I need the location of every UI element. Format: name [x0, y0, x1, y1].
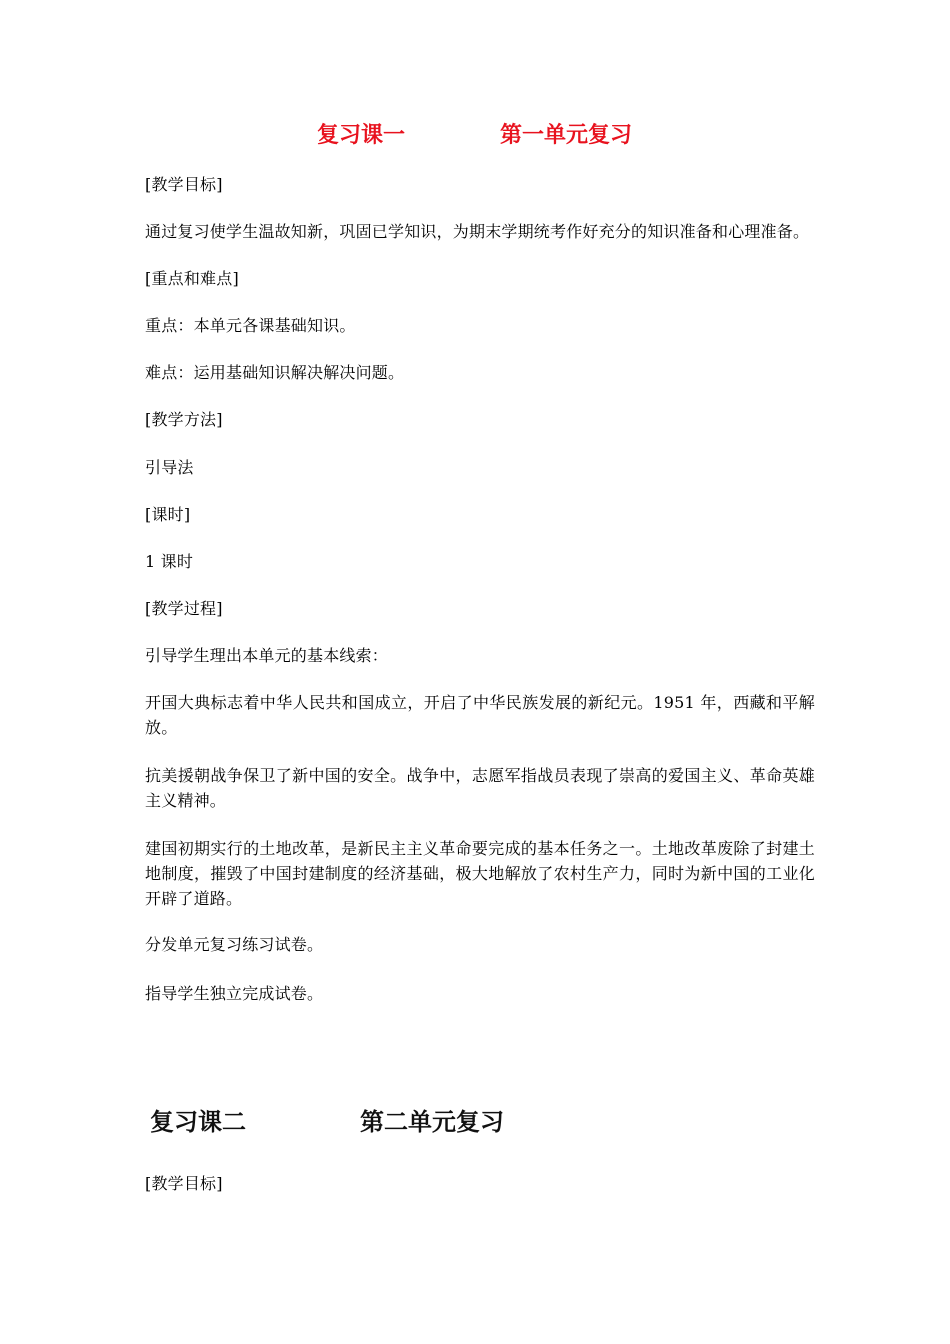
lesson1-keypoint-text: 重点：本单元各课基础知识。	[145, 316, 356, 335]
lesson1-keypoints-heading: [重点和难点]	[145, 269, 239, 288]
lesson1-hours-text: 1 课时	[145, 552, 194, 571]
lesson1-process-heading: [教学过程]	[145, 599, 223, 618]
lesson1-process-paragraph-1: 开国大典标志着中华人民共和国成立，开启了中华民族发展的新纪元。1951 年，西藏和平解放。	[145, 693, 815, 737]
lesson1-method-text: 引导法	[145, 458, 194, 477]
lesson1-title-part1: 复习课一	[317, 123, 406, 148]
lesson1-title-part2: 第一单元复习	[500, 123, 633, 148]
lesson1-method-heading: [教学方法]	[145, 410, 223, 429]
lesson1-objective-text: 通过复习使学生温故知新，巩固已学知识，为期末学期统考作好充分的知识准备和心理准备。	[145, 222, 810, 241]
lesson1-hours-heading: [课时]	[145, 505, 191, 524]
lesson2-title-part1: 复习课二	[150, 1108, 246, 1136]
lesson2-title-part2: 第二单元复习	[360, 1108, 504, 1136]
lesson1-process-paragraph-5: 指导学生独立完成试卷。	[145, 984, 324, 1003]
lesson1-process-paragraph-3: 建国初期实行的土地改革，是新民主主义革命要完成的基本任务之一。土地改革废除了封建土地制度，摧毁了中国封建制度的经济基础，极大地解放了农村生产力，同时为新中国的工业化开辟了道路。	[145, 839, 815, 908]
lesson1-process-paragraph-4: 分发单元复习练习试卷。	[145, 935, 324, 954]
lesson1-process-intro: 引导学生理出本单元的基本线索：	[145, 646, 389, 665]
lesson1-process-paragraph-2: 抗美援朝战争保卫了新中国的安全。战争中，志愿军指战员表现了崇高的爱国主义、革命英雄主义精神。	[145, 766, 815, 810]
lesson2-objective-heading: [教学目标]	[145, 1174, 223, 1193]
lesson1-difficulty-text: 难点：运用基础知识解决解决问题。	[145, 363, 405, 382]
lesson1-objective-heading: [教学目标]	[145, 175, 223, 194]
